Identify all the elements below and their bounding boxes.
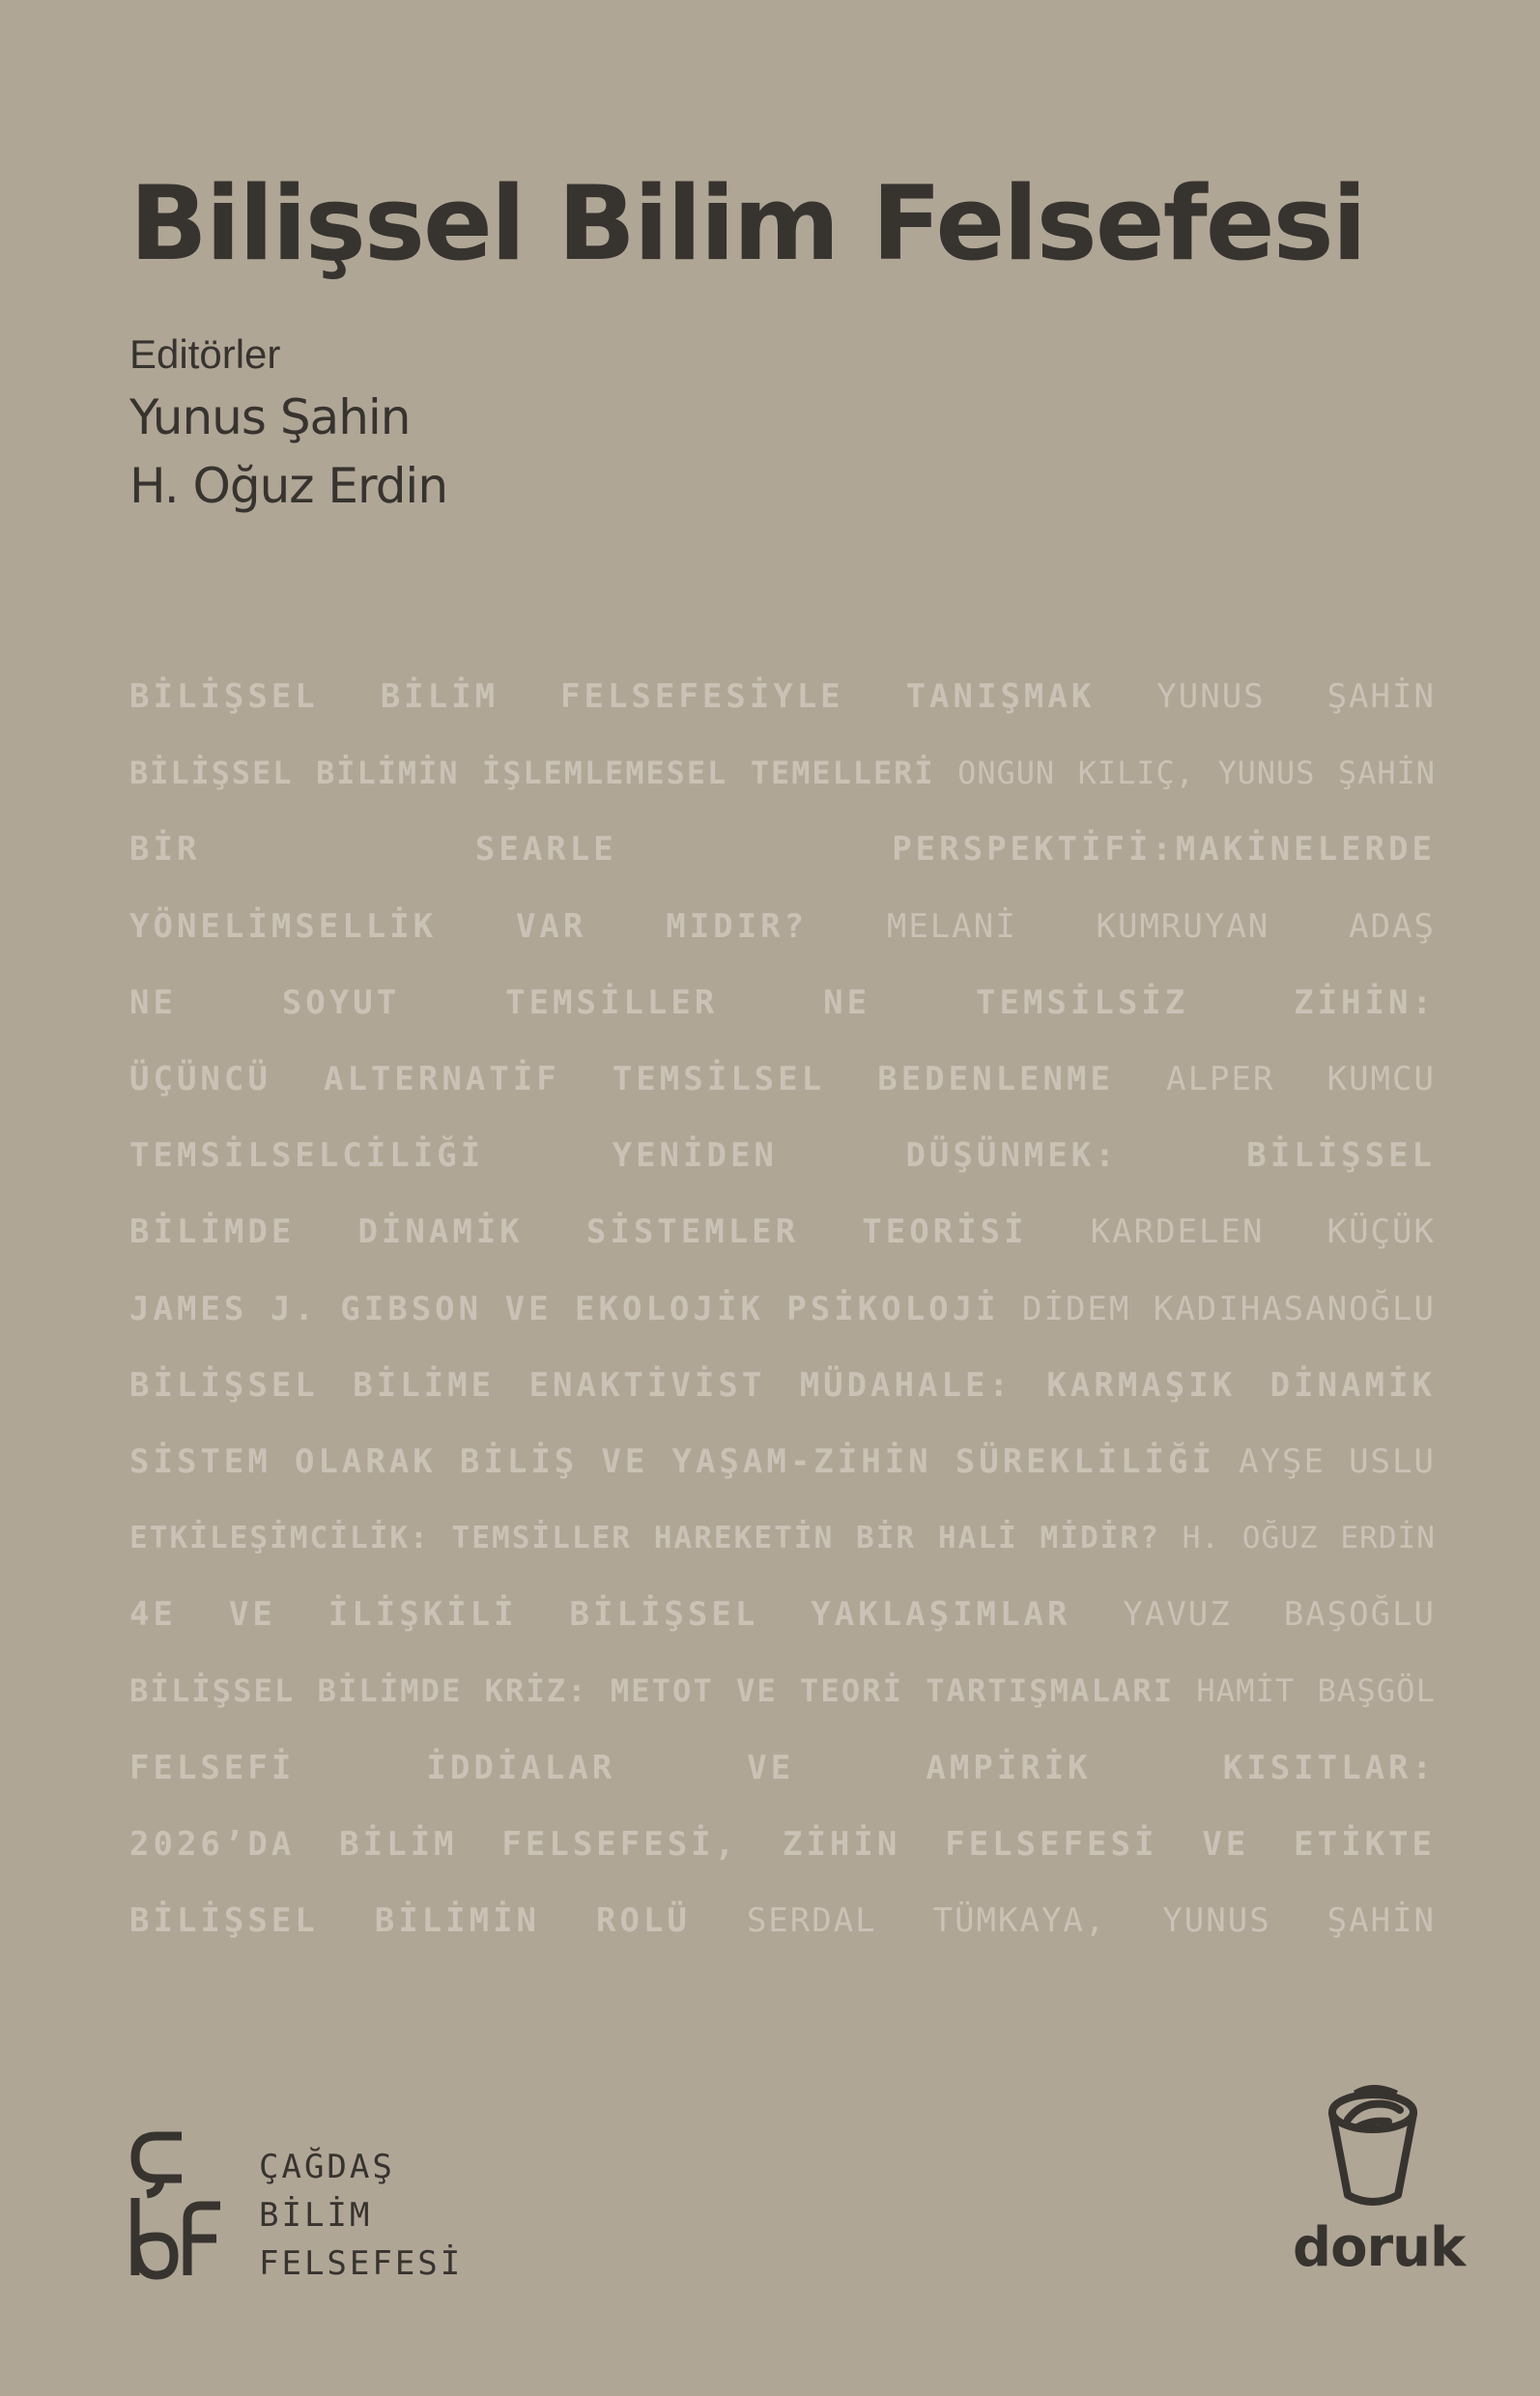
toc-title-word: HAREKETİN xyxy=(653,1521,835,1556)
toc-title-word: TANIŞMAK xyxy=(905,677,1096,716)
toc-title-word: BİR xyxy=(129,830,201,870)
toc-title-word: TEMSİLSEL xyxy=(612,1059,826,1098)
toc-title-word: NE xyxy=(823,983,871,1022)
toc-title-word: J. xyxy=(270,1289,318,1328)
toc-title-word: TEMSİLSELCİLİĞİ xyxy=(129,1136,485,1176)
toc-line xyxy=(129,1041,1436,1118)
toc-title-word: TEMSİLSİZ xyxy=(976,983,1189,1022)
toc-author-word: USLU xyxy=(1349,1441,1436,1481)
toc-title-word: DİNAMİK xyxy=(1269,1365,1436,1405)
toc-author-word: KÜÇÜK xyxy=(1326,1212,1436,1252)
toc-title-word: BİLİŞSEL xyxy=(129,1901,319,1940)
toc-author-word: MELANİ xyxy=(886,906,1017,946)
toc-author-word: OĞUZ xyxy=(1241,1521,1319,1556)
toc-title-word: BİLİMDE xyxy=(129,1212,296,1252)
series-name-line: BİLİM xyxy=(259,2196,373,2235)
toc-title-word: KRİZ: xyxy=(484,1672,588,1710)
toc-title-word: YENİDEN xyxy=(612,1136,778,1176)
toc-author-word: KUMRUYAN xyxy=(1096,906,1270,946)
toc-title-word: 4E xyxy=(129,1595,177,1635)
book-title: Bilişsel Bilim Felsefesi xyxy=(129,164,1366,283)
toc-title-word: PSİKOLOJİ xyxy=(786,1289,1000,1328)
toc-title-word: GIBSON xyxy=(340,1289,483,1328)
series-name xyxy=(259,2143,463,2288)
toc-title-word: BİLİŞ xyxy=(459,1441,579,1481)
toc-line xyxy=(129,1577,1436,1653)
toc-line xyxy=(129,812,1436,888)
toc-title-word: BİLİŞSEL xyxy=(569,1595,759,1635)
toc-author-word: KILIÇ, xyxy=(1077,755,1195,792)
toc-title-word: VE xyxy=(504,1289,553,1328)
toc-title-word: ZİHİN: xyxy=(1294,983,1436,1022)
toc-author-word: ADAŞ xyxy=(1349,906,1436,946)
toc-line xyxy=(129,1730,1436,1807)
editor-name: H. Oğuz Erdin xyxy=(129,458,448,514)
editors-label: Editörler xyxy=(129,331,281,377)
table-of-contents xyxy=(129,659,1436,1959)
toc-title-word: FELSEFESİYLE xyxy=(560,677,844,716)
toc-title-word: MÜDAHALE: xyxy=(799,1365,1012,1405)
toc-title-word: ALTERNATİF xyxy=(323,1059,560,1098)
toc-author-word: YAVUZ xyxy=(1123,1595,1232,1635)
toc-author-word: SERDAL xyxy=(746,1901,877,1940)
toc-title-word: DÜŞÜNMEK: xyxy=(905,1136,1119,1176)
toc-title-word: BİLİM xyxy=(339,1824,458,1864)
toc-title-word: VE xyxy=(735,1672,778,1710)
toc-title-word: YAKLAŞIMLAR xyxy=(811,1595,1071,1635)
toc-title-word: FELSEFİ xyxy=(129,1748,296,1787)
toc-title-word: İLİŞKİLİ xyxy=(328,1595,518,1635)
toc-author-word: ŞAHİN xyxy=(1326,677,1436,716)
toc-title-word: BİLİŞSEL xyxy=(129,677,319,716)
toc-title-word: BİLİMİN xyxy=(374,1901,541,1940)
publisher-name: doruk xyxy=(1293,2216,1466,2279)
toc-title-word: MIDIR? xyxy=(666,906,809,946)
toc-title-word: MİDİR? xyxy=(1040,1521,1160,1556)
toc-author-word: KADIHASANOĞLU xyxy=(1153,1289,1436,1328)
toc-author-word: YUNUS xyxy=(1156,677,1266,716)
toc-title-word: VE xyxy=(1202,1824,1250,1864)
toc-line xyxy=(129,1271,1436,1348)
toc-title-word: VE xyxy=(601,1441,649,1481)
toc-title-word: BİLİMDE xyxy=(317,1672,463,1710)
toc-title-word: SİSTEMLER xyxy=(585,1212,800,1252)
toc-title-word: YÖNELİMSELLİK xyxy=(129,906,438,946)
toc-author-word: ŞAHİN xyxy=(1338,755,1436,792)
toc-title-word: VAR xyxy=(515,906,587,946)
toc-title-word: FELSEFESİ, xyxy=(501,1824,739,1864)
toc-title-word: TEMSİLLER xyxy=(505,983,719,1022)
toc-author-word: BAŞOĞLU xyxy=(1283,1595,1436,1635)
toc-title-word: ETİKTE xyxy=(1294,1824,1436,1864)
book-bucket-icon xyxy=(1319,2077,1427,2212)
toc-title-word: DİNAMİK xyxy=(357,1212,524,1252)
series-logo xyxy=(128,2130,222,2285)
toc-title-word: TEMSİLLER xyxy=(451,1521,633,1556)
toc-title-word: HALİ xyxy=(937,1521,1018,1556)
toc-author-word: YUNUS xyxy=(1217,755,1316,792)
series-name-line: ÇAĞDAŞ xyxy=(259,2148,395,2186)
toc-title-word: TARTIŞMALARI xyxy=(926,1672,1175,1710)
toc-title-word: BEDENLENME xyxy=(877,1059,1114,1098)
toc-title-word: METOT xyxy=(610,1672,714,1710)
toc-title-word: SÜREKLİLİĞİ xyxy=(955,1441,1215,1481)
series-name-line: FELSEFESİ xyxy=(259,2244,464,2283)
toc-line xyxy=(129,1653,1436,1729)
toc-author-word: AYŞE xyxy=(1239,1441,1326,1481)
toc-author-word: TÜMKAYA, xyxy=(932,1901,1107,1940)
toc-title-word: TEORİ xyxy=(799,1672,904,1710)
toc-author-word: H. xyxy=(1182,1521,1221,1556)
toc-author-word: KUMCU xyxy=(1326,1059,1436,1098)
toc-title-word: BİLİŞSEL xyxy=(129,1365,319,1405)
toc-author-word: ERDİN xyxy=(1340,1521,1436,1556)
editor-name: Yunus Şahin xyxy=(129,389,411,445)
toc-author-word: YUNUS xyxy=(1162,1901,1271,1940)
toc-title-word: VE xyxy=(747,1748,795,1787)
toc-line xyxy=(129,735,1436,812)
toc-title-word: SEARLE xyxy=(474,830,617,870)
toc-title-word: FELSEFESİ xyxy=(945,1824,1158,1864)
toc-author-word: DİDEM xyxy=(1022,1289,1131,1328)
toc-author-word: ALPER xyxy=(1166,1059,1275,1098)
toc-title-word: NE xyxy=(129,983,177,1022)
toc-title-word: ENAKTİVİST xyxy=(528,1365,766,1405)
toc-line xyxy=(129,1348,1436,1424)
toc-line xyxy=(129,1194,1436,1270)
toc-title-word: JAMES xyxy=(129,1289,248,1328)
toc-title-word: ROLÜ xyxy=(595,1901,691,1940)
toc-title-word: ETKİLEŞİMCİLİK: xyxy=(129,1521,430,1556)
toc-title-word: BİLİME xyxy=(353,1365,496,1405)
toc-line xyxy=(129,1500,1436,1577)
toc-line xyxy=(129,659,1436,735)
toc-title-word: ÜÇÜNCÜ xyxy=(129,1059,271,1098)
toc-line xyxy=(129,1883,1436,1959)
toc-title-word: BİLİŞSEL xyxy=(129,1672,296,1710)
toc-title-word: PERSPEKTİFİ:MAKİNELERDE xyxy=(892,830,1436,870)
toc-title-word: EKOLOJİK xyxy=(575,1289,764,1328)
toc-title-word: KISITLAR: xyxy=(1222,1748,1436,1787)
toc-title-word: SOYUT xyxy=(281,983,401,1022)
toc-title-word: YAŞAM-ZİHİN xyxy=(671,1441,932,1481)
toc-line xyxy=(129,1807,1436,1883)
toc-author-word: KARDELEN xyxy=(1090,1212,1265,1252)
toc-title-word: İDDİALAR xyxy=(426,1748,616,1787)
toc-title-word: İŞLEMLEMESEL xyxy=(482,755,728,792)
toc-title-word: BİR xyxy=(855,1521,917,1556)
toc-line xyxy=(129,965,1436,1041)
toc-title-word: ZİHİN xyxy=(782,1824,901,1864)
toc-title-word: BİLİŞSEL xyxy=(1246,1136,1436,1176)
toc-title-word: BİLİM xyxy=(380,677,499,716)
toc-title-word: VE xyxy=(228,1595,276,1635)
toc-author-word: BAŞGÖL xyxy=(1317,1672,1436,1710)
toc-author-word: ONGUN xyxy=(957,755,1056,792)
toc-line xyxy=(129,1118,1436,1194)
toc-title-word: AMPİRİK xyxy=(926,1748,1092,1787)
toc-title-word: OLARAK xyxy=(294,1441,437,1481)
toc-line xyxy=(129,1424,1436,1500)
toc-author-word: ŞAHİN xyxy=(1326,1901,1436,1940)
toc-title-word: BİLİMİN xyxy=(316,755,460,792)
toc-title-word: SİSTEM xyxy=(129,1441,271,1481)
toc-title-word: 2026’DA xyxy=(129,1824,296,1864)
toc-line xyxy=(129,889,1436,965)
toc-title-word: TEORİSİ xyxy=(862,1212,1028,1252)
toc-author-word: HAMİT xyxy=(1196,1672,1296,1710)
toc-title-word: BİLİŞSEL xyxy=(129,755,294,792)
toc-title-word: TEMELLERİ xyxy=(750,755,935,792)
toc-title-word: KARMAŞIK xyxy=(1046,1365,1237,1405)
